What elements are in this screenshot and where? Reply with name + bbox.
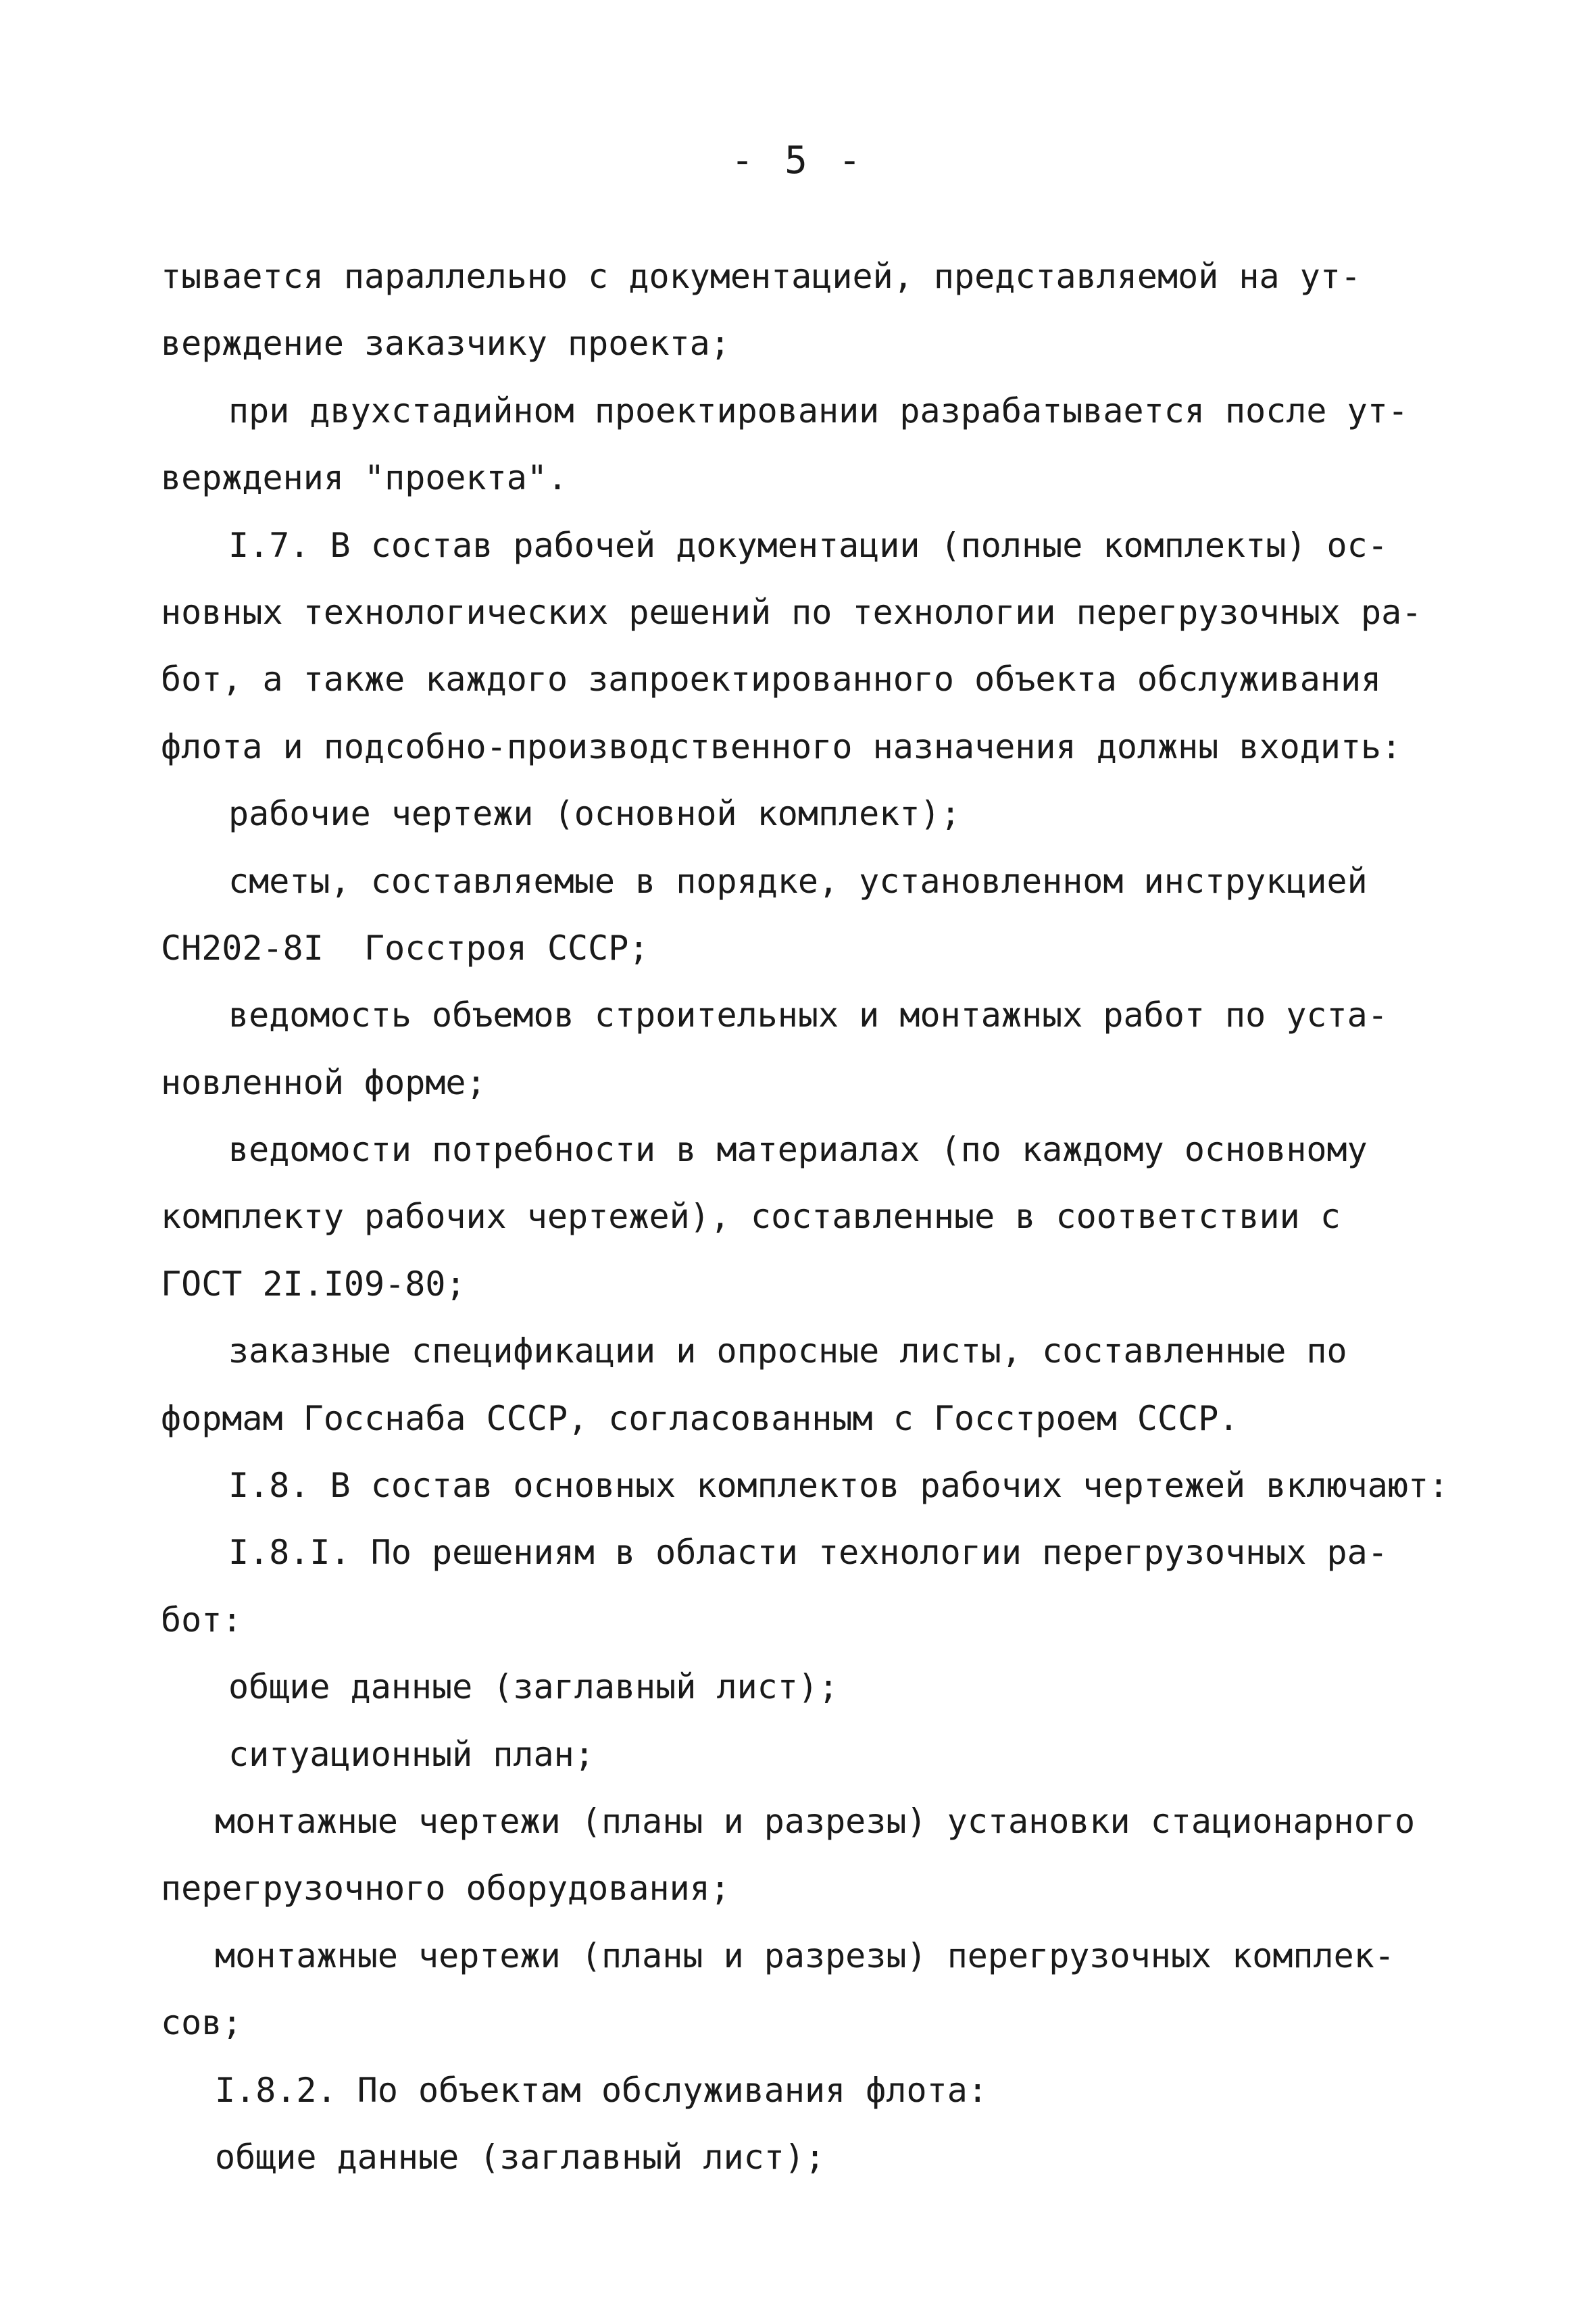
list-item: монтажные чертежи (планы и разрезы) установки стационарного xyxy=(215,1801,1416,1841)
list-item: ведомости потребности в материалах (по каждому основному xyxy=(228,1130,1368,1170)
text-line: флота и подсобно-производственного назначения должны входить: xyxy=(161,727,1402,766)
text-line: верждение заказчику проекта; xyxy=(161,324,730,364)
list-item: заказные спецификации и опросные листы, составленные по xyxy=(228,1331,1347,1371)
text-line: перегрузочного оборудования; xyxy=(161,1869,730,1909)
section-heading-1-8-1: I.8.I. По решениям в области технологии перегрузочных ра- xyxy=(228,1533,1388,1573)
text-line: тывается параллельно с документацией, представляемой на ут- xyxy=(161,257,1362,296)
page-number: - 5 - xyxy=(730,139,866,182)
list-item: сметы, составляемые в порядке, установленном инструкцией xyxy=(228,861,1368,901)
section-heading-1-8-2: I.8.2. По объектам обслуживания флота: xyxy=(215,2070,988,2110)
section-heading-1-7: I.7. В состав рабочей документации (полные комплекты) ос- xyxy=(228,525,1388,565)
text-line: при двухстадийном проектировании разрабатывается после ут- xyxy=(228,391,1408,430)
text-line: сов; xyxy=(161,2003,243,2043)
section-heading-1-8: I.8. В состав основных комплектов рабочих чертежей включают: xyxy=(228,1466,1449,1506)
list-item: общие данные (заглавный лист); xyxy=(215,2137,826,2177)
list-item: ведомость объемов строительных и монтажных работ по уста- xyxy=(228,995,1388,1035)
text-line: ГОСТ 2I.I09-80; xyxy=(161,1264,466,1304)
text-line: бот: xyxy=(161,1600,243,1640)
text-line: формам Госснаба СССР, согласованным с Госстроем СССР. xyxy=(161,1398,1239,1438)
list-item: ситуационный план; xyxy=(228,1734,595,1774)
list-item: рабочие чертежи (основной комплект); xyxy=(228,794,961,834)
text-line: СН202-8I Госстроя СССР; xyxy=(161,928,649,968)
text-line: комплекту рабочих чертежей), составленные в соответствии с xyxy=(161,1197,1341,1237)
text-line: верждения "проекта". xyxy=(161,458,568,498)
list-item: монтажные чертежи (планы и разрезы) перегрузочных комплек- xyxy=(215,1936,1395,1975)
text-line: бот, а также каждого запроектированного объекта обслуживания xyxy=(161,660,1382,699)
list-item: общие данные (заглавный лист); xyxy=(228,1667,839,1707)
document-body xyxy=(161,243,1485,2191)
text-line: новленной форме; xyxy=(161,1062,487,1102)
text-line: новных технологических решений по технологии перегрузочных ра- xyxy=(161,592,1422,632)
